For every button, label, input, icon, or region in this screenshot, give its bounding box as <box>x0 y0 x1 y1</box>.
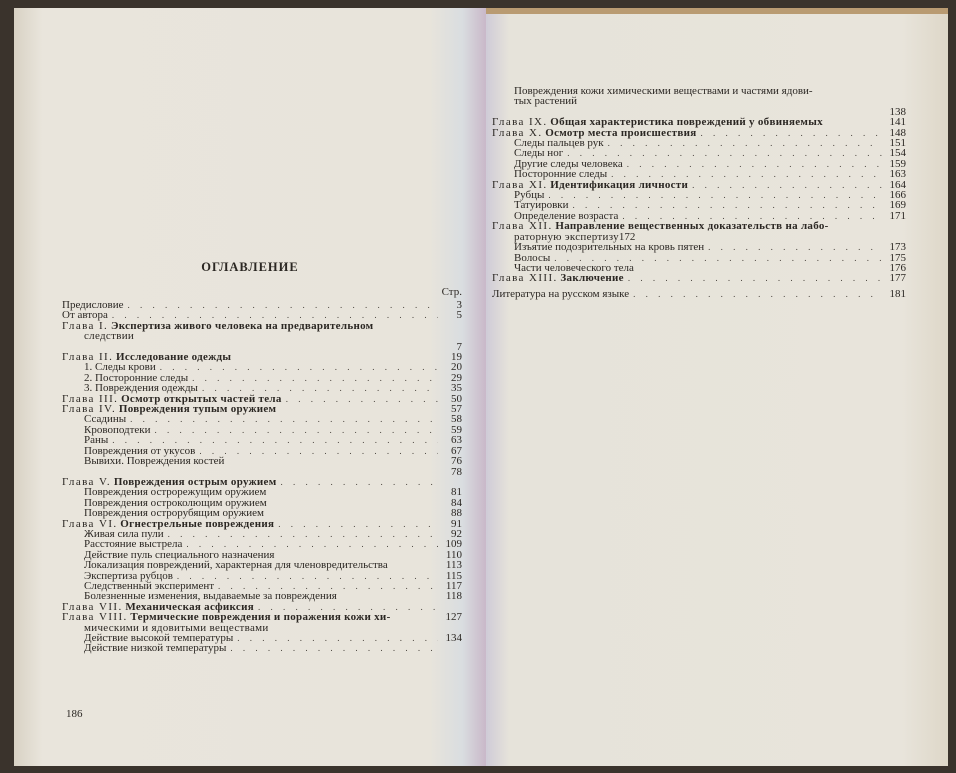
toc-entry: Волосы . . . 175 <box>492 253 906 263</box>
toc-entry: Локализация повреждений, характерная для членовредительства 113 <box>84 559 462 572</box>
toc-entry: Предисловие . . . 3 <box>62 300 462 310</box>
toc-chapter-entry: Глава VI. Огнестрельные повреждения . . . 91 <box>62 519 462 529</box>
toc-entry: Следы пальцев рук . . . 151 <box>492 138 906 148</box>
toc-entry: Посторонние следы . . . 163 <box>492 169 906 179</box>
toc-entry: Раны . . . 63 <box>62 435 462 445</box>
toc-entry: Действие высокой температуры . . . 134 <box>62 633 462 643</box>
toc-chapter-entry: Глава I. Экспертиза живого человека на предварительном следствии 7 <box>62 319 462 353</box>
toc-chapter-entry: Глава X. Осмотр места происшествия . . . 148 <box>492 128 906 138</box>
left-page <box>14 8 486 766</box>
toc-entry: Части человеческого тела 176 <box>514 261 906 274</box>
toc-chapter-entry: Глава IX. Общая характеристика повреждений у обвиняемых 141 <box>492 116 906 129</box>
toc-entry: Повреждения острорежущим оружием 81 <box>84 486 462 499</box>
toc-entry: Ссадины . . . 58 <box>62 414 462 424</box>
toc-entry: Следственный эксперимент . . . 117 <box>62 581 462 591</box>
toc-entry: Кровоподтеки . . . 59 <box>62 425 462 435</box>
toc-entry: 1. Следы крови . . . 20 <box>62 362 462 372</box>
toc-entry: Повреждения от укусов . . . 67 <box>62 446 462 456</box>
toc-entry: Экспертиза рубцов . . . 115 <box>62 571 462 581</box>
toc-entry: Действие низкой температуры . . . <box>62 643 462 653</box>
toc-entry: Вывихи. Повреждения костей 76 <box>84 455 462 468</box>
toc-entry: Следы ног . . . 154 <box>492 148 906 158</box>
toc-entry: Повреждения острорубящим оружием 88 <box>84 507 462 520</box>
toc-entry: Живая сила пули . . . 92 <box>62 529 462 539</box>
toc-chapter-entry: Глава II. Исследование одежды 19 <box>62 351 462 364</box>
toc-list <box>62 300 462 654</box>
page-column-label: Стр. <box>441 286 462 298</box>
toc-chapter-entry: Глава XI. Идентификация личности . . . 164 <box>492 180 906 190</box>
toc-chapter-entry: Глава XIII. Заключение . . . 177 <box>492 273 906 283</box>
toc-entry: 78 <box>451 465 462 478</box>
toc-chapter-entry: Глава VII. Механическая асфиксия . . . <box>62 602 462 612</box>
toc-entry: Рубцы . . . 166 <box>492 190 906 200</box>
page-title: ОГЛАВЛЕНИЕ <box>201 260 299 274</box>
toc-entry: Определение возраста . . . 171 <box>492 211 906 221</box>
page-number: 186 <box>66 708 83 720</box>
toc-entry: Татуировки . . . 169 <box>492 200 906 210</box>
toc-entry: 3. Повреждения одежды . . . 35 <box>62 383 462 393</box>
toc-entry: Повреждения остроколющим оружием 84 <box>84 496 462 509</box>
toc-chapter-entry: Глава V. Повреждения острым оружием . . . <box>62 477 462 487</box>
toc-entry: Изъятие подозрительных на кровь пятен . . . 173 <box>492 242 906 252</box>
toc-entry: Другие следы человека . . . 159 <box>492 159 906 169</box>
toc-entry: Расстояние выстрела . . . 109 <box>62 539 462 549</box>
toc-entry: От автора . . . 5 <box>62 310 462 320</box>
toc-entry: 2. Посторонние следы . . . 29 <box>62 373 462 383</box>
toc-chapter-entry: Глава III. Осмотр открытых частей тела . . . 50 <box>62 394 462 404</box>
toc-entry: Повреждения кожи химическими веществами и частями ядови- тых растений 138 <box>514 85 906 118</box>
toc-list <box>492 86 906 299</box>
toc-entry: Литература на русском языке . . . 181 <box>492 289 906 299</box>
toc-chapter-entry: Глава IV. Повреждения тупым оружием 57 <box>62 403 462 416</box>
toc-chapter-entry: Глава VIII. Термические повреждения и поражения кожи хи- 127 мическими и ядовитыми веществами <box>62 611 462 634</box>
right-page <box>486 8 948 766</box>
toc-entry: Болезненные изменения, выдаваемые за повреждения 118 <box>84 590 462 603</box>
toc-entry: Действие пуль специального назначения 110 <box>84 548 462 561</box>
toc-chapter-entry: Глава XII. Направление вещественных доказательств на лабо- раторную экспертизу 172 <box>492 220 829 243</box>
